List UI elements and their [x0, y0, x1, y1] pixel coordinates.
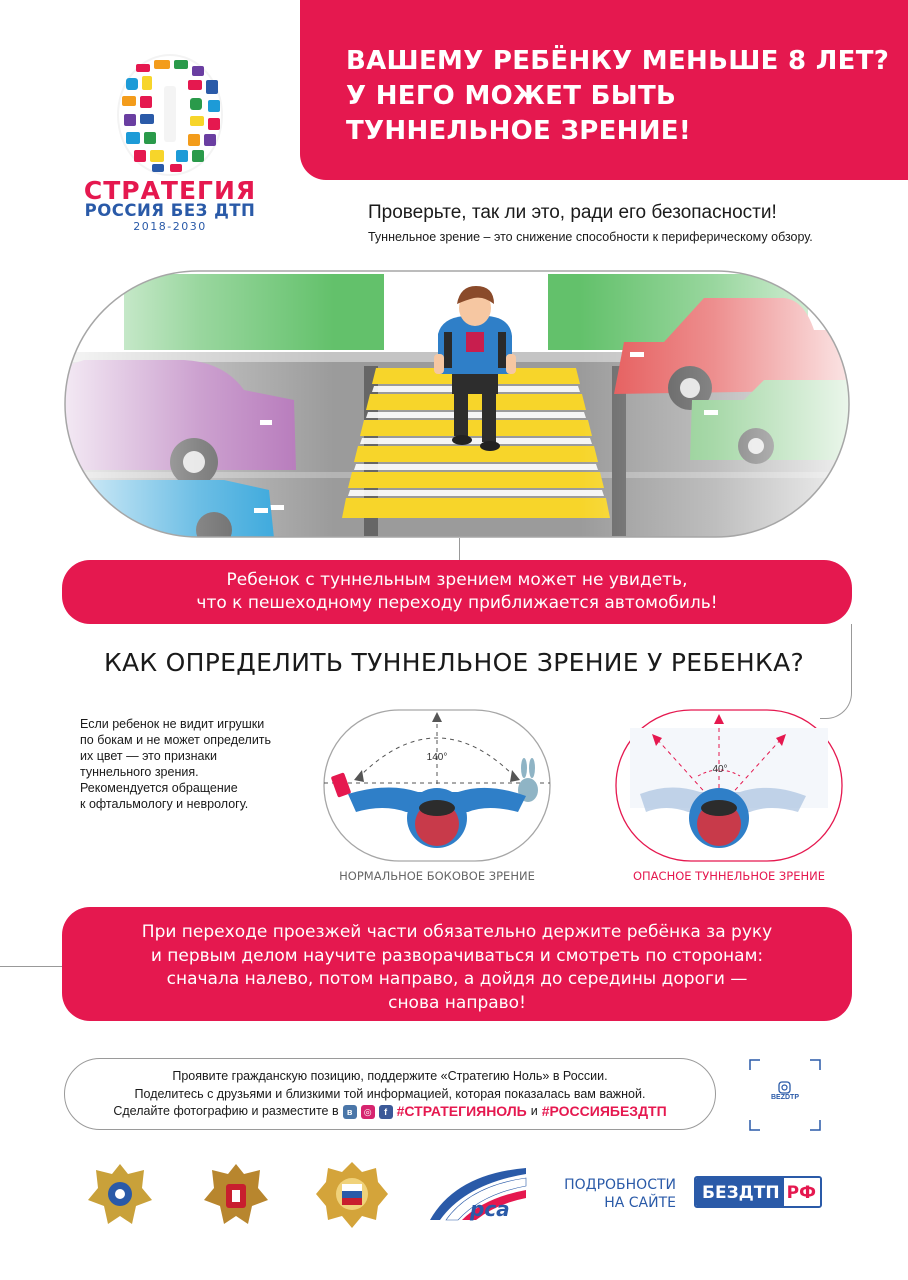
share-line-2: Поделитесь с друзьями и близкими той информацией, которая показалась вам важной.: [134, 1086, 646, 1101]
description-line: Если ребенок не видит игрушки: [80, 717, 265, 731]
advice-line-4: снова направо!: [388, 992, 526, 1013]
danger-angle-label: 40°: [712, 764, 728, 775]
hashtag-strategy-zero[interactable]: #СТРАТЕГИЯНОЛЬ: [396, 1103, 527, 1119]
hashtag-russia-no-dtp[interactable]: #РОССИЯБЕЗДТП: [541, 1103, 667, 1119]
logo-word-strategy: СТРАТЕГИЯ: [83, 176, 257, 205]
logo-years: 2018-2030: [133, 220, 207, 233]
warning-banner: [62, 560, 852, 624]
rsa-label: рса: [470, 1197, 510, 1221]
left-connector: [0, 966, 62, 967]
advice-line-2: и первым делом научите разворачиваться и смотреть по сторонам:: [150, 945, 764, 966]
transport-ministry-emblem-icon: [84, 1160, 156, 1230]
instagram-icon[interactable]: ◎: [361, 1105, 375, 1119]
more-line-2: НА САЙТЕ: [604, 1195, 676, 1211]
site-link-badge[interactable]: [694, 1176, 822, 1208]
advice-line-1: При переходе проезжей части обязательно держите ребёнка за руку: [141, 922, 773, 942]
facebook-icon[interactable]: f: [379, 1105, 393, 1119]
description-line: Рекомендуется обращение: [80, 781, 238, 795]
header-line-1: ВАШЕМУ РЕБЁНКУ МЕНЬШЕ 8 ЛЕТ?: [346, 46, 890, 76]
site-domain-part: РФ: [784, 1178, 820, 1206]
advice-banner: [62, 907, 852, 1021]
warning-line-2: что к пешеходному переходу приближается автомобиль!: [196, 593, 718, 613]
header-line-3: ТУННЕЛЬНОЕ ЗРЕНИЕ!: [346, 116, 691, 146]
more-info-label: [540, 1176, 676, 1212]
header-banner: [300, 0, 908, 180]
interior-ministry-emblem-icon: [200, 1160, 272, 1230]
logo-word-russia: РОССИЯ БЕЗ ДТП: [84, 201, 256, 220]
share-box: [64, 1058, 716, 1130]
instagram-small-icon: [779, 1082, 790, 1093]
description-line: по бокам и не может определить: [80, 733, 272, 747]
normal-vision-illustration: [318, 708, 556, 863]
share-line-1: Проявите гражданскую позицию, поддержите «Стратегию Ноль» в России.: [172, 1069, 608, 1083]
danger-vision-caption: ОПАСНОЕ ТУННЕЛЬНОЕ ЗРЕНИЕ: [632, 869, 826, 883]
share-line-3: [65, 1103, 715, 1121]
intro-subtitle: Туннельное зрение – это снижение способности к периферическому обзору.: [368, 230, 813, 244]
description-line: туннельного зрения.: [80, 765, 199, 779]
share-conjunction: и: [530, 1104, 538, 1118]
street-scene-illustration: [64, 270, 850, 538]
vk-icon[interactable]: в: [343, 1105, 357, 1119]
site-name-part: БЕЗДТП: [696, 1178, 784, 1206]
rsa-logo-icon: [426, 1164, 530, 1222]
description-line: их цвет — это признаки: [80, 749, 217, 763]
tunnel-vision-illustration: [610, 708, 848, 863]
more-line-1: ПОДРОБНОСТИ: [564, 1177, 676, 1193]
normal-vision-caption: НОРМАЛЬНОЕ БОКОВОЕ ЗРЕНИЕ: [339, 869, 535, 883]
warning-line-1: Ребенок с туннельным зрением может не увидеть,: [226, 570, 688, 590]
share-prefix: Сделайте фотографию и разместите в: [113, 1104, 339, 1118]
section-question: КАК ОПРЕДЕЛИТЬ ТУННЕЛЬНОЕ ЗРЕНИЕ У РЕБЕНКА?: [103, 648, 805, 677]
connector-line: [459, 538, 460, 560]
advice-line-3: сначала налево, потом направо, а дойдя до середины дороги —: [166, 969, 748, 989]
header-line-2: У НЕГО МОЖЕТ БЫТЬ: [346, 81, 677, 111]
description-line: к офтальмологу и неврологу.: [80, 797, 249, 811]
qr-label: BEZDTP: [771, 1094, 799, 1101]
tunnel-vision-description: [80, 716, 310, 812]
intro-title: Проверьте, так ли это, ради его безопасности!: [368, 202, 777, 223]
traffic-police-emblem-icon: [314, 1160, 390, 1230]
normal-angle-label: 140°: [426, 752, 448, 763]
